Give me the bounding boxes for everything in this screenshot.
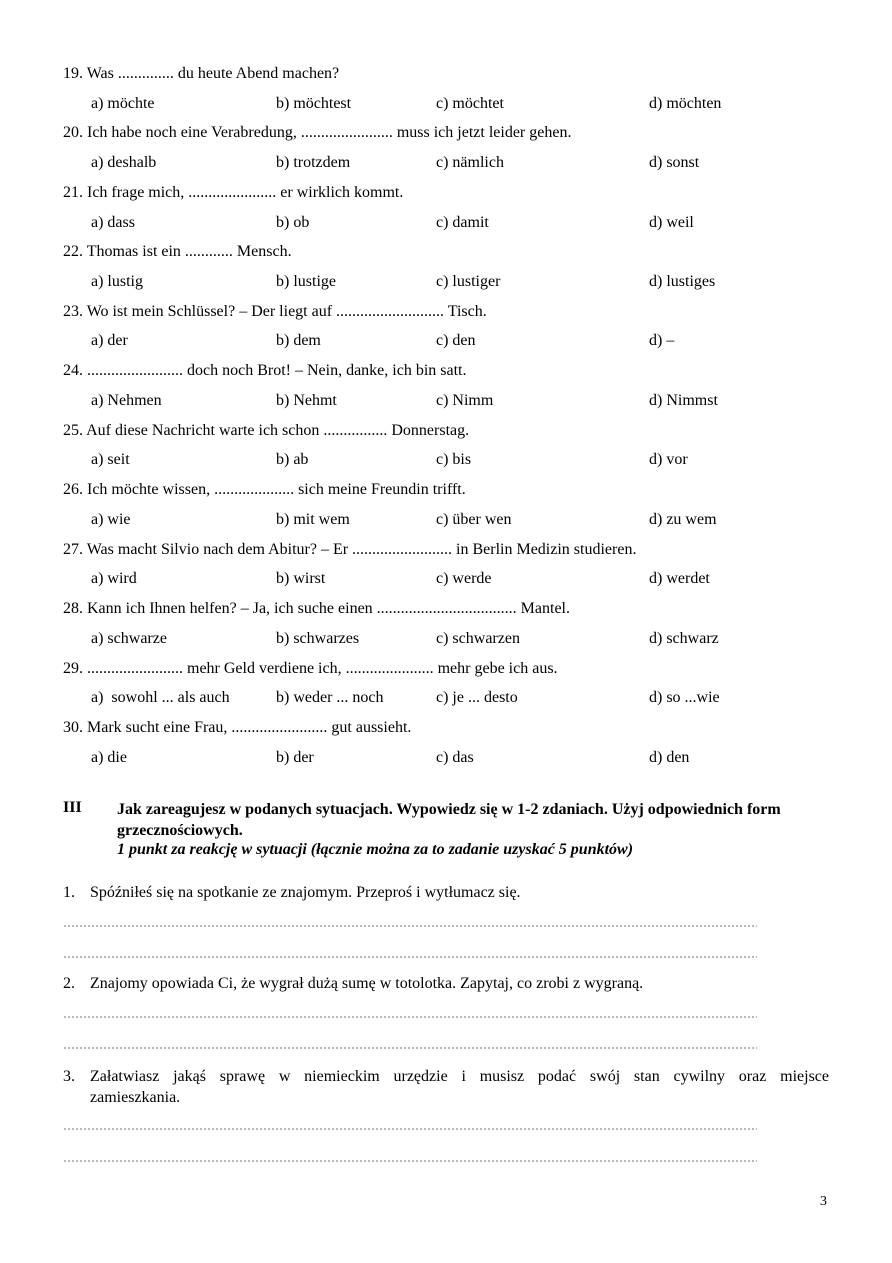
option-d: d) möchten <box>649 95 722 112</box>
question-text: 21. Ich frage mich, ...................... er wirklich kommt. <box>63 184 404 201</box>
option-c: c) lustiger <box>436 273 501 290</box>
option-c: c) möchtet <box>436 95 504 112</box>
option-c: c) das <box>436 749 474 766</box>
option-b: b) möchtest <box>276 95 352 112</box>
option-d: d) werdet <box>649 570 710 587</box>
option-b: b) Nehmt <box>276 392 337 409</box>
option-c: c) je ... desto <box>436 689 518 706</box>
task-text: Znajomy opowiada Ci, że wygrał dużą sumę w totolotka. Zapytaj, co zrobi z wygraną. <box>90 975 644 992</box>
option-b: b) ab <box>276 451 309 468</box>
option-d: d) vor <box>649 451 688 468</box>
answer-line[interactable] <box>63 1128 757 1130</box>
task-1 <box>63 882 829 903</box>
option-a: a) möchte <box>91 95 155 112</box>
option-b: b) trotzdem <box>276 154 351 171</box>
option-b: b) lustige <box>276 273 336 290</box>
option-b: b) der <box>276 749 314 766</box>
option-d: d) so ...wie <box>649 689 720 706</box>
option-b: b) weder ... noch <box>276 689 384 706</box>
option-d: d) lustiges <box>649 273 716 290</box>
answer-line[interactable] <box>63 1047 757 1049</box>
question-text: 29. ........................ mehr Geld verdiene ich, ...................... mehr gebe ich aus. <box>63 660 558 677</box>
answer-line[interactable] <box>63 1160 757 1162</box>
question-text: 23. Wo ist mein Schlüssel? – Der liegt auf ........................... Tisch. <box>63 303 487 320</box>
option-b: b) schwarzes <box>276 630 360 647</box>
answer-line[interactable] <box>63 925 757 927</box>
question-text: 25. Auf diese Nachricht warte ich schon ................ Donnerstag. <box>63 422 470 439</box>
option-c: c) bis <box>436 451 472 468</box>
task-text: Spóźniłeś się na spotkanie ze znajomym. Przeproś i wytłumacz się. <box>90 884 521 901</box>
answer-line[interactable] <box>63 1016 757 1018</box>
option-a: a) seit <box>91 451 130 468</box>
option-c: c) den <box>436 332 476 349</box>
question-text: 27. Was macht Silvio nach dem Abitur? – Er ......................... in Berlin Medizin studieren. <box>63 541 637 558</box>
option-a: a) sowohl ... als auch <box>91 689 230 706</box>
option-b: b) dem <box>276 332 321 349</box>
option-b: b) mit wem <box>276 511 350 528</box>
option-c: c) Nimm <box>436 392 494 409</box>
question-text: 30. Mark sucht eine Frau, ........................ gut aussieht. <box>63 719 412 736</box>
option-c: c) nämlich <box>436 154 504 171</box>
option-c: c) damit <box>436 214 489 231</box>
section-points: 1 punkt za reakcję w sytuacji (łącznie można za to zadanie uzyskać 5 punktów) <box>117 841 634 858</box>
question-text: 24. ........................ doch noch Brot! – Nein, danke, ich bin satt. <box>63 362 467 379</box>
option-d: d) zu wem <box>649 511 717 528</box>
option-b: b) wirst <box>276 570 326 587</box>
option-c: c) über wen <box>436 511 512 528</box>
question-text: 26. Ich möchte wissen, .................... sich meine Freundin trifft. <box>63 481 466 498</box>
option-d: d) schwarz <box>649 630 719 647</box>
task-text-line1: Załatwiasz jakąś sprawę w niemieckim urzędzie i musisz podać swój stan cywilny oraz miejsce <box>90 1068 829 1085</box>
option-a: a) der <box>91 332 128 349</box>
option-d: d) sonst <box>649 154 700 171</box>
task-3 <box>63 1066 829 1108</box>
option-b: b) ob <box>276 214 310 231</box>
task-text-line2: zamieszkania. <box>90 1089 181 1106</box>
task-number: 3. <box>63 1068 75 1085</box>
option-d: d) – <box>649 332 675 349</box>
section-title: Jak zareagujesz w podanych sytuacjach. Wypowiedz się w 1-2 zdaniach. Użyj odpowiednich form grzecznościowych. <box>117 801 781 839</box>
question-text: 22. Thomas ist ein ............ Mensch. <box>63 243 292 260</box>
option-d: d) weil <box>649 214 694 231</box>
answer-line[interactable] <box>63 956 757 958</box>
option-a: a) schwarze <box>91 630 167 647</box>
option-a: a) Nehmen <box>91 392 162 409</box>
option-d: d) den <box>649 749 690 766</box>
option-a: a) lustig <box>91 273 143 290</box>
question-text: 28. Kann ich Ihnen helfen? – Ja, ich suche einen ................................... Mantel. <box>63 600 570 617</box>
option-a: a) deshalb <box>91 154 157 171</box>
page-number: 3 <box>820 1194 827 1209</box>
option-c: c) werde <box>436 570 492 587</box>
task-number: 2. <box>63 975 75 992</box>
option-a: a) die <box>91 749 127 766</box>
option-a: a) dass <box>91 214 135 231</box>
task-2 <box>63 973 829 994</box>
option-d: d) Nimmst <box>649 392 718 409</box>
task-number: 1. <box>63 884 75 901</box>
option-c: c) schwarzen <box>436 630 520 647</box>
option-a: a) wie <box>91 511 131 528</box>
question-text: 20. Ich habe noch eine Verabredung, ....................... muss ich jetzt leider gehen. <box>63 124 572 141</box>
section-number: III <box>63 799 82 816</box>
option-a: a) wird <box>91 570 137 587</box>
question-text: 19. Was .............. du heute Abend machen? <box>63 65 340 82</box>
